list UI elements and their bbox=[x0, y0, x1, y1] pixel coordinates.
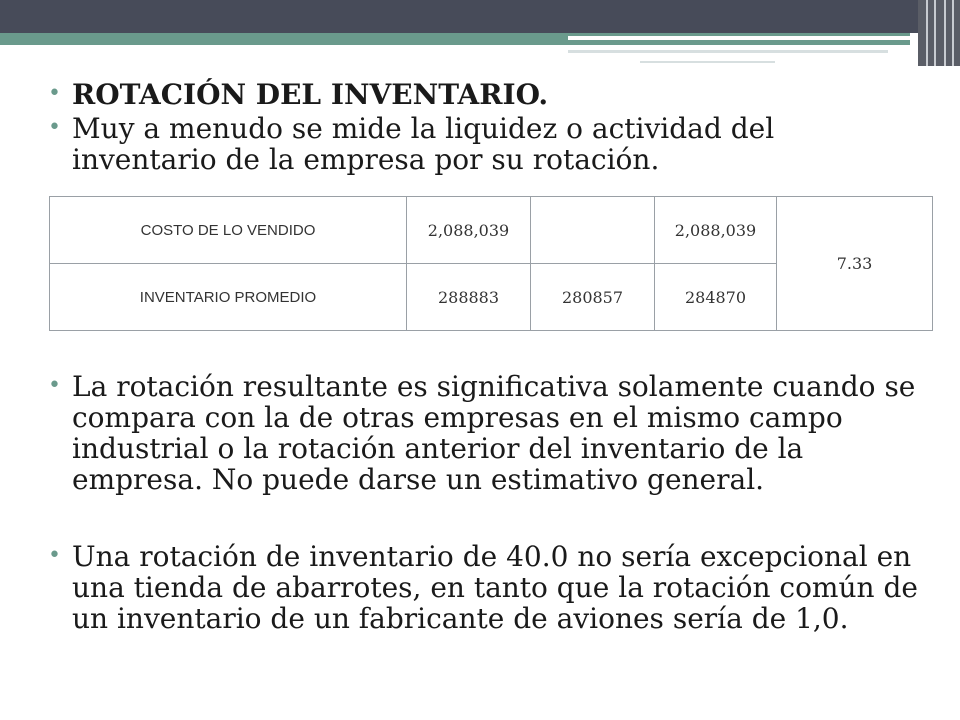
bullet-heading bbox=[48, 79, 908, 110]
bullet-significance bbox=[48, 371, 928, 495]
inventory-turnover-table bbox=[49, 196, 933, 331]
table-cell: 288883 bbox=[407, 264, 531, 331]
turnover-result: 7.33 bbox=[777, 197, 933, 331]
row-label: INVENTARIO PROMEDIO bbox=[50, 264, 407, 331]
bullet-icon: • bbox=[48, 373, 61, 398]
bullet-intro bbox=[48, 113, 908, 175]
bullet-example bbox=[48, 541, 928, 634]
bullet-icon: • bbox=[48, 81, 61, 106]
row-label: COSTO DE LO VENDIDO bbox=[50, 197, 407, 264]
table-cell bbox=[531, 197, 655, 264]
table-cell: 2,088,039 bbox=[655, 197, 777, 264]
table-cell: 2,088,039 bbox=[407, 197, 531, 264]
header-rule-1 bbox=[568, 50, 888, 53]
bullet-icon: • bbox=[48, 543, 61, 568]
bullet-example-text: Una rotación de inventario de 40.0 no sería excepcional en una tienda de abarrotes, en tanto que la rotación común de un inventario de un fabricante de aviones sería de 1,0. bbox=[72, 540, 918, 635]
table-cell: 284870 bbox=[655, 264, 777, 331]
slide-heading: ROTACIÓN DEL INVENTARIO. bbox=[72, 78, 549, 111]
header-bar bbox=[0, 0, 960, 33]
table-row bbox=[50, 197, 933, 264]
bullet-significance-text: La rotación resultante es significativa solamente cuando se compara con la de otras empresas en el mismo campo industrial o la rotación anterior del inventario de la empresa. No puede darse un estimativo general. bbox=[72, 370, 916, 496]
header-rule-2 bbox=[640, 61, 775, 63]
header-gap bbox=[568, 36, 910, 40]
table-cell: 280857 bbox=[531, 264, 655, 331]
header-corner-strip bbox=[918, 0, 960, 66]
bullet-icon: • bbox=[48, 115, 61, 140]
bullet-intro-text: Muy a menudo se mide la liquidez o actividad del inventario de la empresa por su rotación. bbox=[72, 112, 775, 176]
